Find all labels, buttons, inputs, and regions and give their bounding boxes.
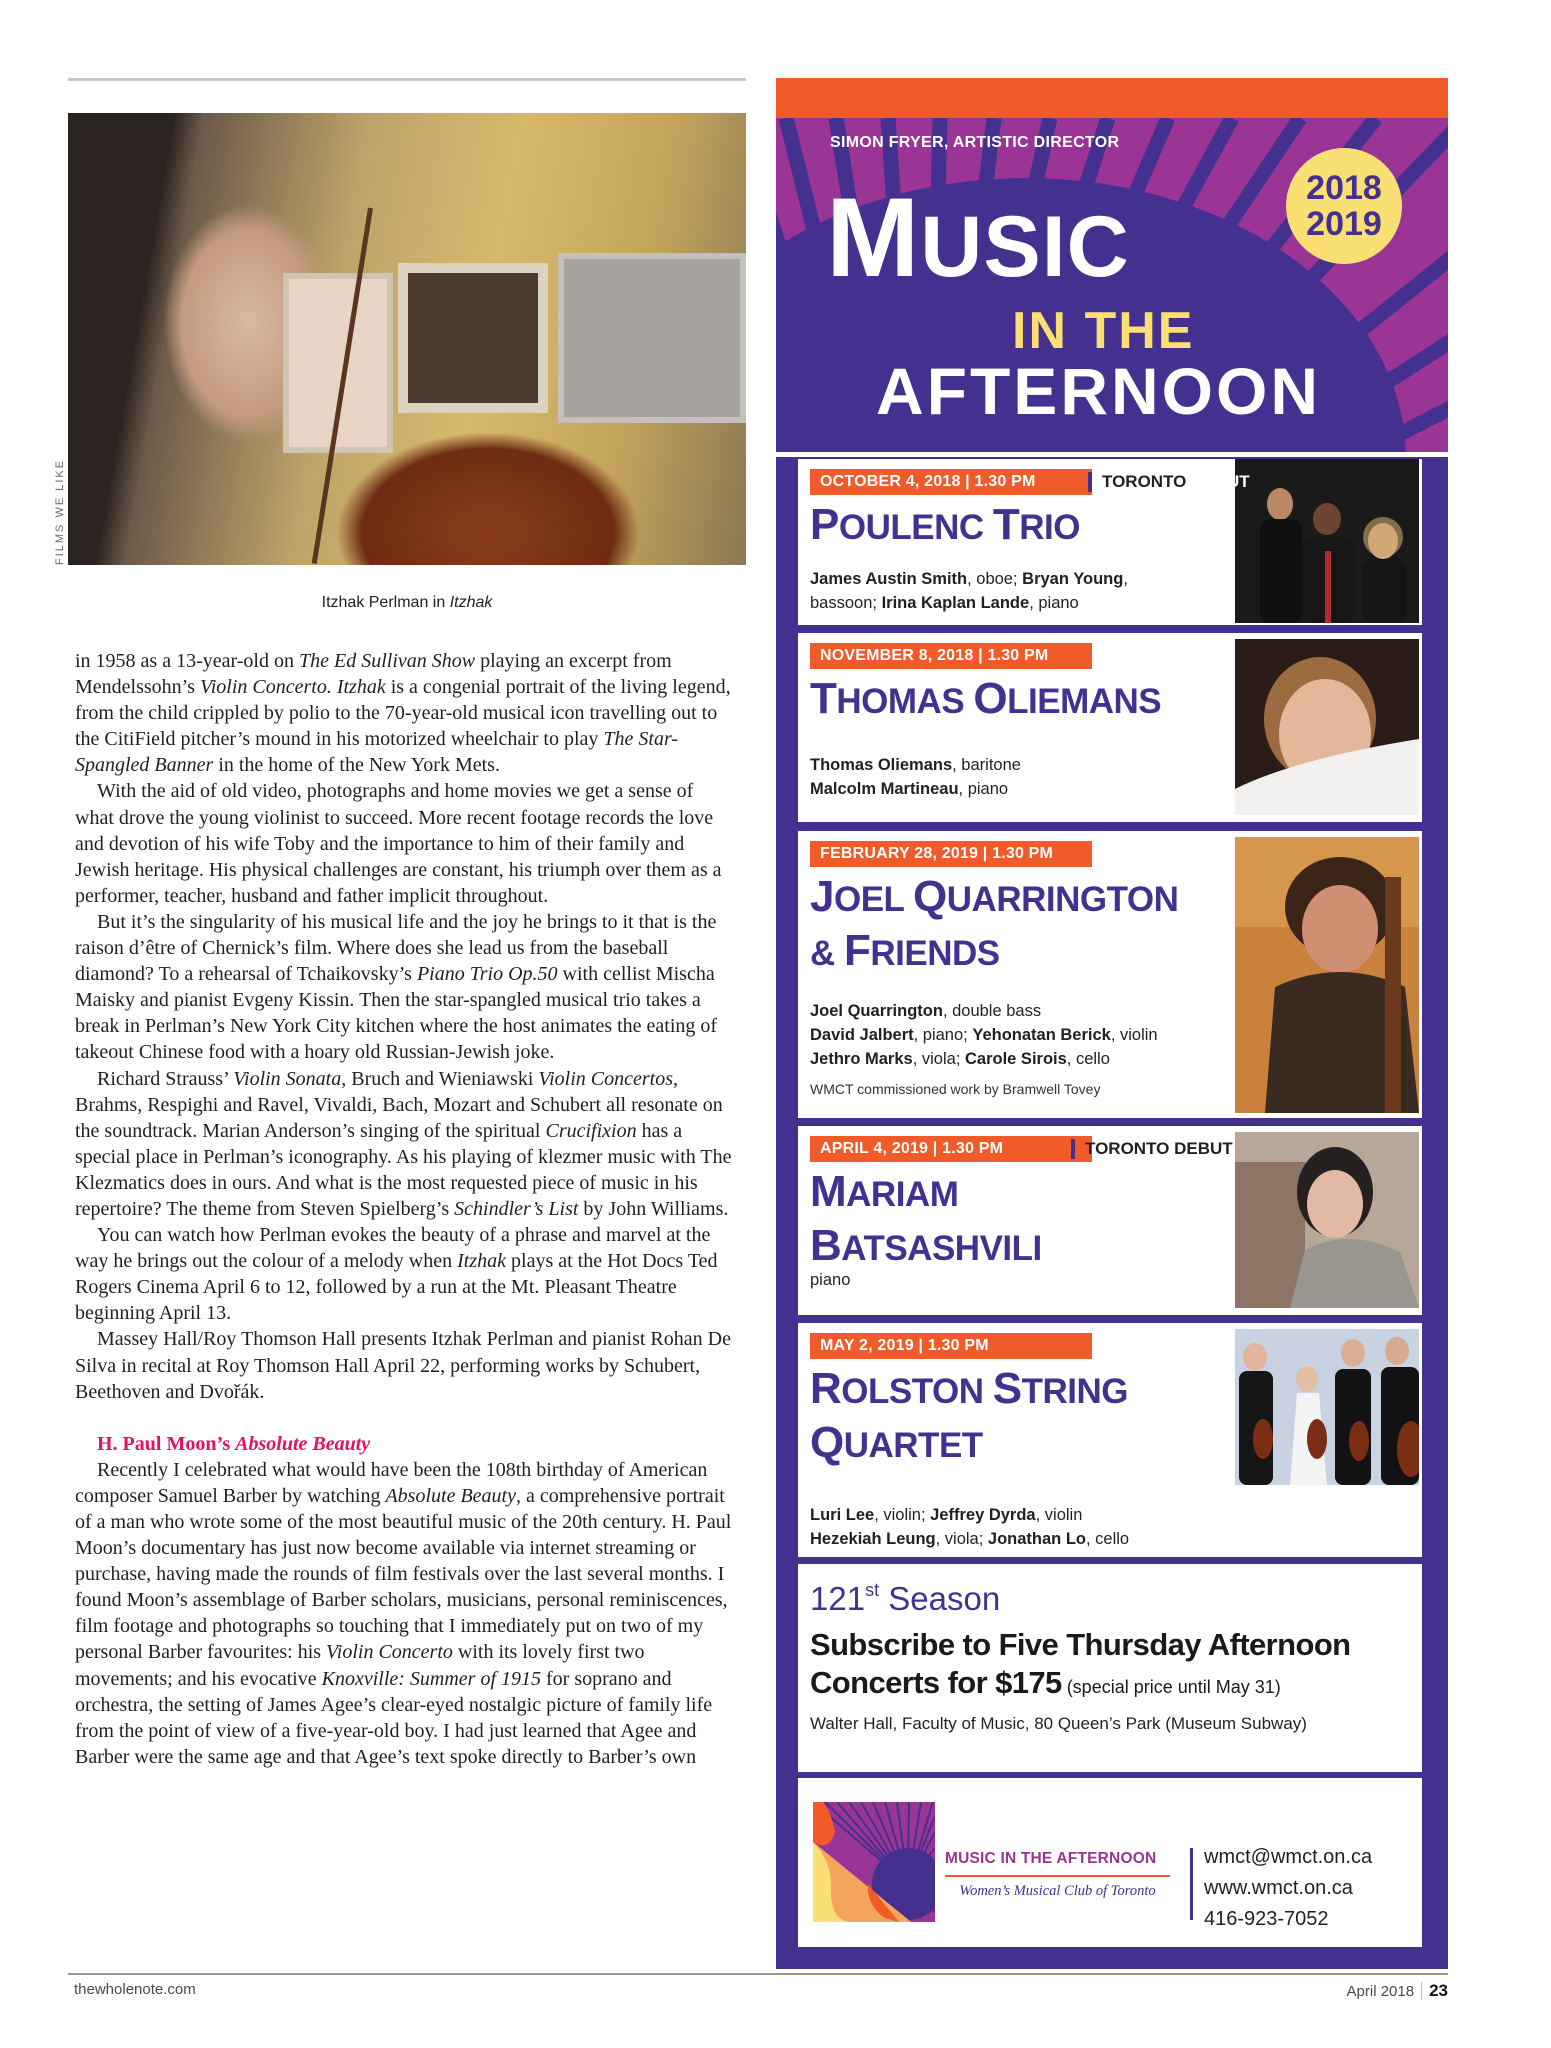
- debut-text: TORONTO: [1102, 472, 1192, 491]
- concert-title: [810, 1167, 1042, 1278]
- article-paragraph: [75, 778, 735, 908]
- ad-hero: [776, 118, 1448, 452]
- text-run: Massey Hall/Roy Thomson Hall presents Itzhak Perlman and pianist Rohan De Silva in recital at Roy Thomson Hall April 22, performing works by Schubert, Beethoven and Dvořák.: [75, 1328, 731, 1403]
- photo-frame-small: [398, 263, 548, 413]
- subscription-card[interactable]: [798, 1564, 1422, 1772]
- performer-line: [810, 777, 1021, 801]
- article-paragraph: [75, 648, 735, 778]
- performer-line: [810, 567, 1128, 591]
- thomas-oliemans-photo: [1235, 639, 1419, 815]
- instrument: , baritone: [952, 756, 1021, 774]
- concert-date: NOVEMBER 8, 2018 | 1.30 PM: [810, 643, 1092, 669]
- footer-rule: [68, 1973, 1448, 1975]
- performer-name: Bryan Young: [1022, 570, 1124, 588]
- title-part: P: [810, 500, 839, 549]
- mariam-batsashvili-photo: [1235, 1132, 1419, 1308]
- instrument: bassoon;: [810, 594, 882, 612]
- performer-name: Hezekiah Leung: [810, 1530, 936, 1548]
- season-num: 121: [810, 1580, 866, 1617]
- subscribe-line-1: Subscribe to Five Thursday Afternoon: [810, 1627, 1351, 1662]
- caption-text: Itzhak Perlman in: [321, 594, 450, 611]
- instrument: , piano: [958, 780, 1009, 798]
- article-paragraph: [75, 1066, 735, 1223]
- hero-separator: [776, 452, 1448, 457]
- footer-divider: [1421, 1982, 1422, 2000]
- title-part: TRING: [1021, 1372, 1128, 1411]
- title-part: &: [810, 934, 844, 973]
- title-part: T: [992, 500, 1020, 549]
- season-ordinal: st: [865, 1580, 880, 1600]
- performer-name: Carole Sirois: [965, 1050, 1067, 1068]
- itzhak-perlman-photo: [68, 113, 746, 565]
- instrument: , violin;: [874, 1506, 931, 1524]
- title-part: O: [973, 674, 1008, 723]
- performer-line: [810, 1023, 1158, 1047]
- instrument: ,: [1123, 570, 1128, 588]
- title-part: Q: [913, 872, 947, 921]
- performer-name: Luri Lee: [810, 1506, 875, 1524]
- concert-performers: [810, 999, 1158, 1071]
- instrument: , violin: [1110, 1026, 1158, 1044]
- title-part: Q: [810, 1418, 844, 1467]
- performer-name: Yehonatan Berick: [972, 1026, 1111, 1044]
- performer-name: Joel Quarrington: [810, 1002, 943, 1020]
- title-part: UARTET: [843, 1426, 983, 1465]
- italic-title: Knoxville: Summer of 1915: [321, 1667, 542, 1690]
- concert-card-joel-quarrington[interactable]: [798, 831, 1422, 1118]
- venue-address: Walter Hall, Faculty of Music, 80 Queen’s Park (Museum Subway): [810, 1714, 1307, 1733]
- debut-text-end: DEBUT: [1174, 1139, 1233, 1158]
- italic-title: Itzhak: [457, 1250, 507, 1273]
- article-body: [75, 648, 735, 1770]
- title-part: HOMAS: [836, 682, 974, 721]
- concert-date: MAY 2, 2019 | 1.30 PM: [810, 1333, 1092, 1359]
- title-part: M: [810, 1167, 847, 1216]
- performer-name: David Jalbert: [810, 1026, 914, 1044]
- section-subhead: [75, 1431, 735, 1457]
- italic-title: The Ed Sullivan Show: [298, 650, 476, 672]
- caption-film-title: Itzhak: [449, 594, 493, 611]
- text-run: With the aid of old video, photographs and home movies we get a sense of what drove the young violinist to succeed. More recent footage records the love and devotion of his wife Toby and the importance to him of their family and Jewish heritage. His physical challenges are constant, his triumph over them as a performer, teacher, husband and father implicit throughout.: [75, 780, 722, 907]
- title-part: F: [844, 926, 871, 975]
- brand-underline: [945, 1875, 1170, 1877]
- text-run: But it’s the singularity of his musical life and the joy he brings to it that is the raison d’être of Chernick’s film. Where does she lead us from the baseball diamond? To a rehearsal of Tchaikovsky’s: [75, 910, 717, 986]
- italic-title: Violin Concertos: [538, 1067, 673, 1090]
- concert-date: APRIL 4, 2019 | 1.30 PM: [810, 1136, 1092, 1162]
- subhead-film-title: Absolute Beauty: [235, 1432, 371, 1455]
- subscribe-offer: [810, 1626, 1351, 1706]
- text-run: plays at the Hot Docs Ted Rogers Cinema April 6 to 12, followed by a run at the Mt. Pleasant Theatre beginning April 13.: [75, 1250, 718, 1325]
- italic-title: Schindler’s List: [454, 1197, 579, 1220]
- italic-title: Violin Concerto: [326, 1641, 453, 1664]
- instrument: , cello: [1086, 1530, 1130, 1548]
- concert-card-thomas-oliemans[interactable]: [798, 633, 1422, 822]
- brand-contact-card: [798, 1778, 1422, 1947]
- performer-name: Jeffrey Dyrda: [930, 1506, 1036, 1524]
- rolston-quartet-photo: [1235, 1329, 1419, 1485]
- performer-line: [810, 1527, 1129, 1551]
- subhead-text: H. Paul Moon’s: [97, 1432, 236, 1455]
- title-line: [810, 1167, 1042, 1224]
- text-run: in 1958 as a 13-year-old on: [75, 650, 299, 672]
- title-line: [810, 674, 1162, 731]
- title-part: B: [810, 1221, 842, 1270]
- italic-title: The Star-Spangled Banner: [75, 728, 679, 777]
- performer-name: Irina Kaplan Lande: [881, 594, 1030, 612]
- article-paragraphs: [75, 648, 735, 1405]
- concert-date: FEBRUARY 28, 2019 | 1.30 PM: [810, 841, 1092, 867]
- season-word: Season: [879, 1580, 1001, 1617]
- italic-title: Violin Sonata: [233, 1067, 342, 1090]
- performer-name: Thomas Oliemans: [810, 756, 953, 774]
- article-paragraph: [75, 1326, 735, 1404]
- italic-title: Crucifixion: [545, 1119, 637, 1142]
- title-music-rest: USIC: [920, 199, 1130, 295]
- instrument: , viola;: [912, 1050, 965, 1068]
- italic-title: Absolute Beauty: [385, 1484, 516, 1507]
- title-part: T: [810, 674, 837, 723]
- title-part: ARIAM: [846, 1175, 959, 1214]
- italic-title: Violin Concerto. Itzhak: [200, 676, 386, 699]
- instrument: , oboe;: [967, 570, 1023, 588]
- italic-title: Piano Trio Op.50: [416, 963, 558, 986]
- text-run: Richard Strauss’: [97, 1067, 234, 1090]
- instrument: , piano: [1029, 594, 1079, 612]
- footer-page-info: [1347, 1981, 1448, 2001]
- brand-name: MUSIC IN THE AFTERNOON: [945, 1850, 1157, 1867]
- artistic-director: SIMON FRYER, ARTISTIC DIRECTOR: [830, 134, 1120, 151]
- instrument: piano: [810, 1271, 851, 1289]
- text-run: for soprano and orchestra, the setting of James Agee’s clear-eyed nostalgic picture of family life from the point of view of a five-year-old boy. I had just learned that Agee and Barber were the same age and that Agee’s text spoke directly to Barber’s own: [75, 1667, 713, 1768]
- text-run: is a congenial portrait of the living legend, from the child crippled by polio to the 70-year-old musical icon travelling out to the CitiField pitcher’s mound in his motorized wheelchair to play: [75, 676, 731, 751]
- concert-title: [810, 500, 1080, 557]
- music-in-the-afternoon-logo-icon: [813, 1802, 935, 1922]
- title-part: RIENDS: [870, 934, 1000, 973]
- title-in-the: IN THE: [1012, 302, 1195, 360]
- title-line: [810, 1364, 1128, 1421]
- title-music: [826, 175, 1130, 303]
- article-paragraph: [75, 1457, 735, 1770]
- text-run: in the home of the New York Mets.: [213, 754, 500, 777]
- concert-performers: [810, 1268, 850, 1292]
- title-part: OEL: [833, 880, 914, 919]
- title-part: OLSTON: [841, 1372, 993, 1411]
- concert-card-poulenc-trio[interactable]: [798, 459, 1422, 625]
- brand-block: [945, 1850, 1170, 1900]
- text-run: playing an excerpt from Mendelssohn’s: [75, 650, 672, 699]
- instrument: , cello: [1066, 1050, 1110, 1068]
- instrument: , viola;: [935, 1530, 988, 1548]
- contact-phone[interactable]: 416-923-7052: [1204, 1908, 1329, 1930]
- performer-name: Malcolm Martineau: [810, 780, 959, 798]
- joel-quarrington-photo: [1235, 837, 1419, 1113]
- title-part: R: [810, 1364, 842, 1413]
- performer-line: [810, 753, 1021, 777]
- title-part: S: [992, 1364, 1022, 1413]
- brand-club: Women’s Musical Club of Toronto: [959, 1883, 1156, 1899]
- concert-note: WMCT commissioned work by Bramwell Tovey: [810, 1081, 1101, 1097]
- concert-card-mariam-batsashvili[interactable]: [798, 1126, 1422, 1315]
- concert-performers: [810, 567, 1128, 615]
- title-afternoon: AFTERNOON: [876, 354, 1321, 428]
- special-price-note: (special price until May 31): [1061, 1677, 1281, 1697]
- season-number: [810, 1580, 1000, 1618]
- title-part: ATSASHVILI: [841, 1229, 1042, 1268]
- season-year-badge: [1286, 148, 1402, 264]
- title-line: [810, 926, 1178, 983]
- instrument: , double bass: [942, 1002, 1042, 1020]
- debut-text-over: DEBUT: [1191, 472, 1250, 491]
- title-line: [810, 1418, 1128, 1475]
- article-paragraphs-after: [75, 1457, 735, 1770]
- performer-line: [810, 591, 1128, 615]
- issue-date: April 2018: [1346, 1982, 1415, 2000]
- concert-title: [810, 872, 1179, 983]
- text-run: has a special place in Perlman’s iconography. As his playing of klezmer music with The Klezmatics does in ours. And what is the most requested piece of music in his repertoire? The theme from Steven Spielberg’s: [75, 1119, 732, 1220]
- concert-card-rolston-string-quartet[interactable]: [798, 1323, 1422, 1557]
- photo-caption: [68, 594, 746, 612]
- concert-title: [810, 674, 1162, 731]
- title-part: OULENC: [838, 508, 993, 547]
- season-year-start: 2018: [1306, 169, 1382, 207]
- contact-email[interactable]: wmct@wmct.on.ca: [1204, 1846, 1373, 1868]
- contact-website[interactable]: www.wmct.on.ca: [1204, 1877, 1353, 1899]
- article-paragraph: [75, 1222, 735, 1326]
- photo-frame-right: [558, 253, 746, 423]
- performer-name: James Austin Smith: [810, 570, 968, 588]
- title-music-initial: M: [826, 175, 921, 300]
- poulenc-trio-photo: [1235, 459, 1419, 623]
- concert-performers: [810, 1503, 1129, 1551]
- text-run: with cellist Mischa Maisky and pianist Evgeny Kissin. Then the star-spangled musical trio takes a break in Perlman’s New York City kitchen where the host animates the eating of takeout Chinese food with a hoary old Russian-Jewish joke.: [75, 963, 718, 1064]
- article-paragraph: [75, 909, 735, 1066]
- text-run: , a comprehensive portrait of a man who wrote some of the most beautiful music of the 20th century. H. Paul Moon’s documentary has just now become available via internet streaming or purchase, having made the rounds of film festivals over the last several months. I found Moon’s assemblage of Barber scholars, musicians, personal reminiscences, film footage and photographs so touching that I immediately put on two of my personal Barber favourites: his: [75, 1484, 732, 1664]
- performer-name: Jonathan Lo: [987, 1530, 1086, 1548]
- title-part: UARRINGTON: [946, 880, 1179, 919]
- instrument: , violin: [1035, 1506, 1083, 1524]
- concert-title: [810, 1364, 1128, 1475]
- toronto-debut-badge: [1071, 1139, 1233, 1159]
- title-part: J: [810, 872, 834, 921]
- photo-credit: FILMS WE LIKE: [54, 458, 66, 565]
- footer-site-link[interactable]: thewholenote.com: [74, 1981, 196, 1998]
- season-year-end: 2019: [1306, 205, 1382, 243]
- text-run: , Brahms, Respighi and Ravel, Vivaldi, Bach, Mozart and Schubert all resonate on the soundtrack. Marian Anderson’s singing of the spiritual: [75, 1067, 723, 1142]
- page-number: 23: [1429, 1981, 1448, 2000]
- concert-performers: [810, 753, 1021, 801]
- contact-info: [1204, 1842, 1372, 1935]
- instrument: , piano;: [913, 1026, 973, 1044]
- performer-line: [810, 1047, 1158, 1071]
- toronto-debut-badge: [1088, 472, 1250, 492]
- title-line: [810, 872, 1179, 929]
- performer-name: Jethro Marks: [810, 1050, 913, 1068]
- text-run: by John Williams.: [578, 1197, 729, 1220]
- performer-line: [810, 1503, 1129, 1527]
- performer-line: [810, 999, 1158, 1023]
- text-run: , Bruch and Wieniawski: [341, 1067, 539, 1090]
- debut-text: TORONTO: [1085, 1139, 1175, 1158]
- title-part: RIO: [1019, 508, 1080, 547]
- concert-date: OCTOBER 4, 2018 | 1.30 PM: [810, 469, 1092, 495]
- text-run: You can watch how Perlman evokes the beauty of a phrase and marvel at the way he brings out the colour of a melody when: [75, 1224, 711, 1273]
- title-part: LIEMANS: [1007, 682, 1162, 721]
- title-line: [810, 500, 1080, 557]
- music-in-the-afternoon-ad: [776, 78, 1448, 1969]
- ad-top-bar: [776, 78, 1448, 118]
- contact-divider: [1190, 1848, 1193, 1920]
- text-run: Recently I celebrated what would have been the 108th birthday of American composer Samuel Barber by watching: [75, 1458, 708, 1507]
- performer-line: [810, 1268, 850, 1292]
- subscribe-line-2: Concerts for $175: [810, 1665, 1062, 1700]
- top-rule: [68, 78, 746, 81]
- text-run: with its lovely first two movements; and his evocative: [75, 1641, 645, 1690]
